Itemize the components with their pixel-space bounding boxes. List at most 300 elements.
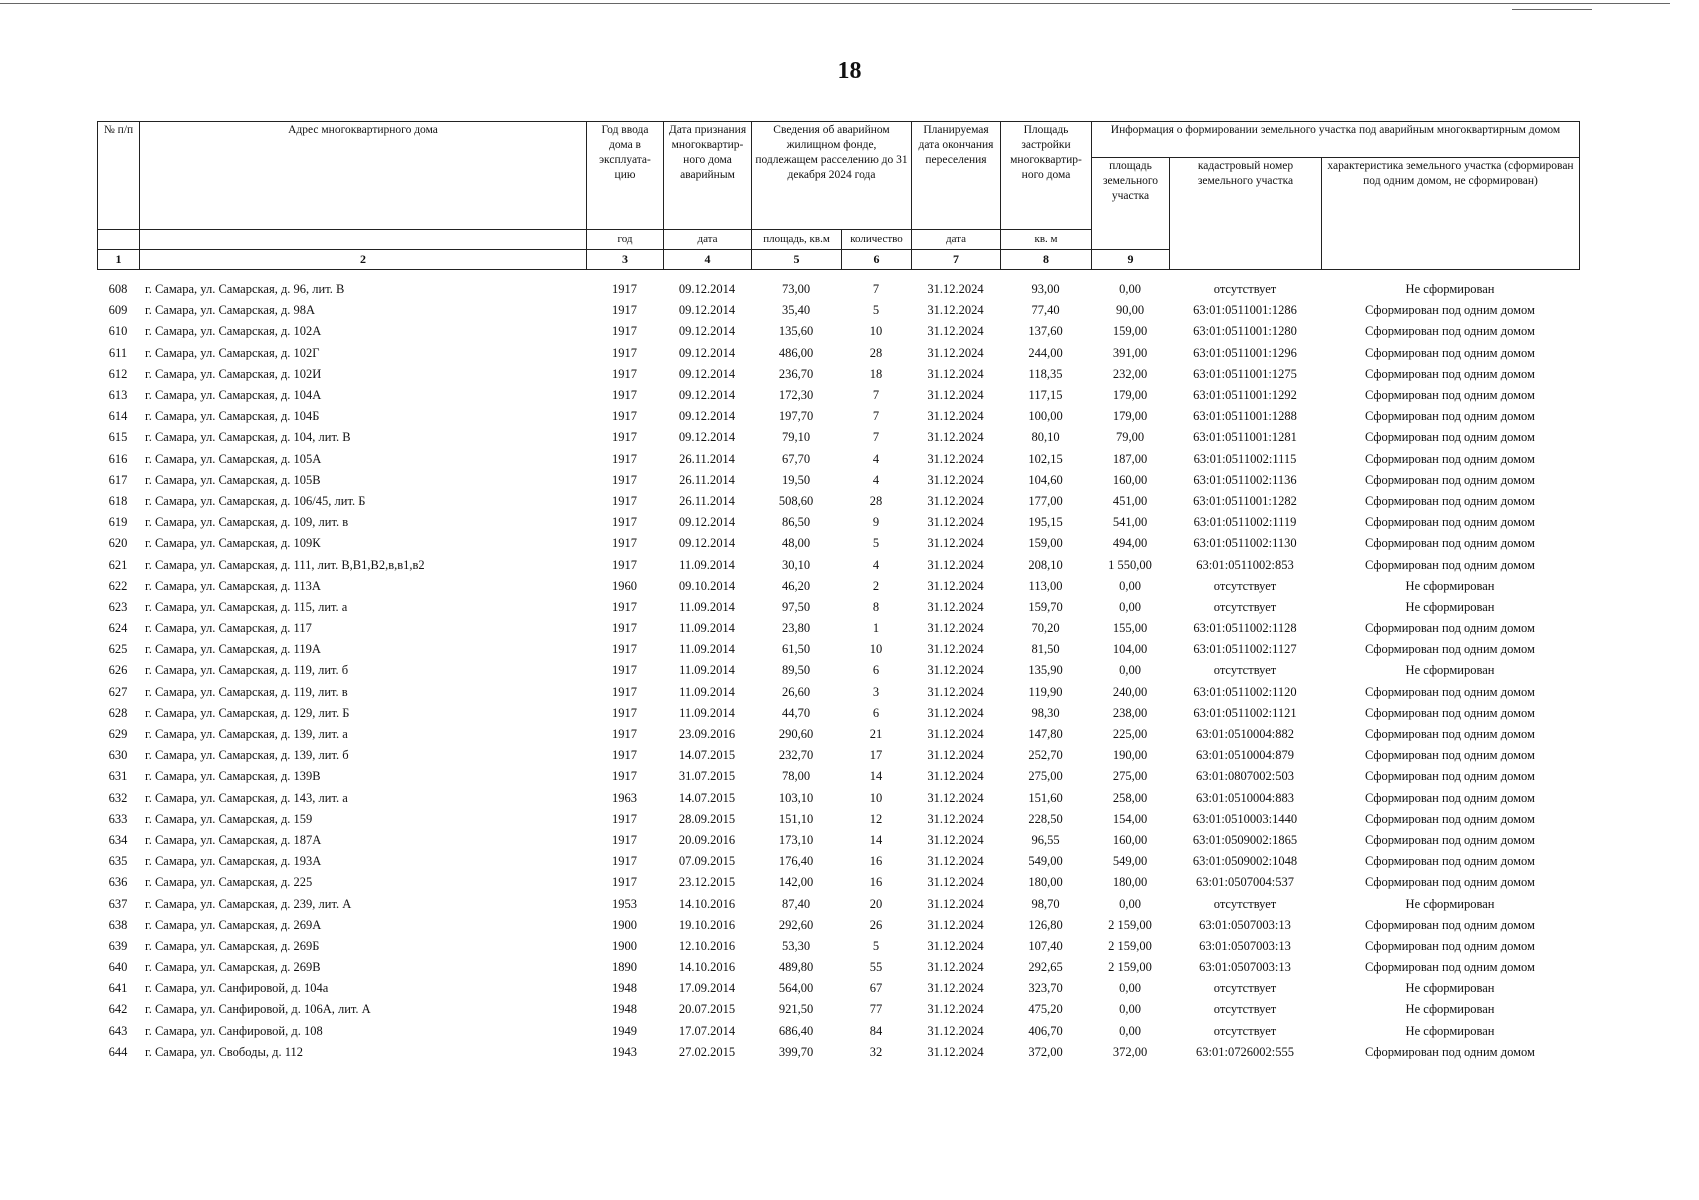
cell-cadastral: 63:01:0511001:1296 [1193, 345, 1297, 360]
cell-land-char: Не сформирован [1405, 981, 1495, 996]
cell-count: 17 [869, 748, 883, 763]
cell-num: 628 [108, 705, 128, 720]
cell-num: 629 [108, 727, 128, 742]
cell-building-area: 102,15 [1028, 451, 1063, 466]
cell-building-area: 135,90 [1028, 663, 1063, 678]
colnum-3: 3 [587, 250, 664, 270]
cell-date-recognized: 26.11.2014 [679, 493, 735, 508]
cell-date-recognized: 26.11.2014 [679, 451, 735, 466]
cell-year: 1917 [612, 451, 637, 466]
cell-cadastral: отсутствует [1213, 663, 1277, 678]
cell-planned-date: 31.12.2024 [927, 769, 984, 784]
cell-address: г. Самара, ул. Самарская, д. 102И [145, 366, 322, 381]
cell-planned-date: 31.12.2024 [927, 345, 984, 360]
cell-address: г. Самара, ул. Самарская, д. 119, лит. в [145, 684, 348, 699]
cell-cadastral: 63:01:0507003:13 [1199, 938, 1291, 953]
cell-count: 16 [869, 875, 883, 890]
cell-date-recognized: 09.12.2014 [678, 282, 736, 297]
table-row [97, 343, 1579, 364]
cell-land-area: 0,00 [1119, 1002, 1141, 1017]
cell-land-area: 180,00 [1112, 875, 1148, 890]
cell-address: г. Самара, ул. Самарская, д. 239, лит. А [145, 896, 352, 911]
cell-land-area: 159,00 [1112, 324, 1148, 339]
header-date-recognized: Дата признания многоквартир- ного дома аварийным [664, 122, 752, 230]
cell-land-area: 372,00 [1112, 1044, 1148, 1059]
cell-count: 16 [869, 854, 883, 869]
cell-planned-date: 31.12.2024 [927, 324, 984, 339]
cell-address: г. Самара, ул. Самарская, д. 105В [145, 472, 321, 487]
cell-building-area: 113,00 [1028, 578, 1063, 593]
cell-land-char: Сформирован под одним домом [1365, 875, 1535, 890]
cell-building-area: 107,40 [1028, 938, 1063, 953]
cell-year: 1900 [612, 938, 637, 953]
cell-land-area: 179,00 [1112, 409, 1148, 424]
cell-address: г. Самара, ул. Самарская, д. 269А [145, 917, 322, 932]
cell-date-recognized: 11.09.2014 [679, 599, 735, 614]
header-year: Год ввода дома в эксплуата- цию [587, 122, 664, 230]
cell-land-area: 225,00 [1112, 727, 1148, 742]
cell-area: 292,60 [778, 917, 814, 932]
cell-cadastral: 63:01:0726002:555 [1196, 1044, 1294, 1059]
cell-planned-date: 31.12.2024 [927, 960, 984, 975]
cell-planned-date: 31.12.2024 [927, 1044, 984, 1059]
cell-planned-date: 31.12.2024 [927, 790, 984, 805]
cell-land-char: Сформирован под одним домом [1365, 388, 1535, 403]
cell-area: 26,60 [781, 684, 811, 699]
cell-date-recognized: 28.09.2015 [678, 811, 736, 826]
cell-year: 1948 [612, 1002, 637, 1017]
cell-num: 625 [108, 642, 128, 657]
cell-land-char: Сформирован под одним домом [1365, 472, 1535, 487]
cell-land-char: Сформирован под одним домом [1365, 811, 1535, 826]
cell-land-area: 104,00 [1112, 642, 1148, 657]
cell-address: г. Самара, ул. Самарская, д. 269В [145, 960, 321, 975]
cell-address: г. Самара, ул. Самарская, д. 187А [145, 832, 322, 847]
cell-planned-date: 31.12.2024 [927, 621, 984, 636]
cell-building-area: 292,65 [1028, 960, 1063, 975]
cell-cadastral: 63:01:0510004:879 [1196, 748, 1294, 763]
cell-year: 1953 [612, 896, 637, 911]
cell-year: 1917 [612, 557, 637, 572]
table-row [97, 660, 1579, 681]
cell-address: г. Самара, ул. Самарская, д. 269Б [145, 938, 320, 953]
cell-land-area: 179,00 [1112, 388, 1148, 403]
cell-building-area: 177,00 [1028, 493, 1063, 508]
cell-date-recognized: 11.09.2014 [679, 557, 735, 572]
cell-planned-date: 31.12.2024 [927, 663, 984, 678]
cell-building-area: 159,00 [1028, 536, 1063, 551]
cell-count: 26 [869, 917, 883, 932]
cell-year: 1917 [612, 832, 637, 847]
cell-year: 1917 [612, 642, 637, 657]
cell-area: 44,70 [781, 705, 811, 720]
cell-land-char: Сформирован под одним домом [1365, 727, 1535, 742]
cell-num: 617 [108, 472, 128, 487]
cell-area: 508,60 [778, 493, 814, 508]
cell-num: 641 [108, 981, 128, 996]
cell-land-area: 2 159,00 [1108, 938, 1152, 953]
cell-land-area: 154,00 [1112, 811, 1148, 826]
cell-land-area: 275,00 [1112, 769, 1148, 784]
cell-year: 1948 [612, 981, 637, 996]
table-row [97, 300, 1579, 321]
cell-planned-date: 31.12.2024 [927, 938, 984, 953]
cell-count: 4 [872, 451, 880, 466]
cell-planned-date: 31.12.2024 [927, 917, 984, 932]
cell-land-char: Сформирован под одним домом [1365, 515, 1535, 530]
cell-land-char: Сформирован под одним домом [1365, 557, 1535, 572]
cell-building-area: 323,70 [1028, 981, 1063, 996]
cell-num: 642 [108, 1002, 128, 1017]
table-row [97, 449, 1579, 470]
table-row [97, 915, 1579, 936]
cell-land-char: Сформирован под одним домом [1365, 536, 1535, 551]
cell-area: 86,50 [781, 515, 811, 530]
cell-count: 10 [869, 790, 883, 805]
unit-blank-1 [98, 230, 140, 250]
cell-land-area: 0,00 [1119, 896, 1141, 911]
cell-planned-date: 31.12.2024 [927, 303, 984, 318]
cell-planned-date: 31.12.2024 [927, 430, 984, 445]
cell-area: 489,80 [778, 960, 814, 975]
table-row [97, 724, 1579, 745]
table-row [97, 427, 1579, 448]
cell-cadastral: 63:01:0511001:1280 [1193, 324, 1297, 339]
cell-year: 1917 [612, 748, 637, 763]
header-resettle-info: Сведения об аварийном жилищном фонде, подлежащем расселению до 31 декабря 2024 года [752, 122, 912, 230]
cell-building-area: 126,80 [1028, 917, 1063, 932]
cell-land-area: 494,00 [1112, 536, 1148, 551]
cell-land-char: Сформирован под одним домом [1365, 917, 1535, 932]
cell-cadastral: отсутствует [1213, 1023, 1277, 1038]
cell-cadastral: 63:01:0507003:13 [1199, 917, 1291, 932]
cell-area: 46,20 [781, 578, 811, 593]
cell-land-area: 190,00 [1112, 748, 1148, 763]
cell-land-area: 0,00 [1119, 282, 1141, 297]
colnum-8: 8 [1001, 250, 1092, 270]
cell-building-area: 119,90 [1028, 684, 1063, 699]
cell-count: 5 [872, 536, 880, 551]
cell-planned-date: 31.12.2024 [927, 981, 984, 996]
cell-date-recognized: 09.12.2014 [678, 366, 736, 381]
cell-building-area: 252,70 [1028, 748, 1063, 763]
cell-year: 1917 [612, 854, 637, 869]
cell-year: 1917 [612, 430, 637, 445]
cell-count: 55 [869, 960, 883, 975]
cell-count: 10 [869, 324, 883, 339]
cell-count: 28 [869, 493, 883, 508]
cell-building-area: 549,00 [1028, 854, 1063, 869]
cell-count: 5 [872, 938, 880, 953]
cell-count: 8 [872, 599, 880, 614]
cell-year: 1917 [612, 705, 637, 720]
cell-cadastral: 63:01:0511002:1121 [1193, 705, 1297, 720]
cell-land-char: Сформирован под одним домом [1365, 684, 1535, 699]
cell-cadastral: 63:01:0511001:1281 [1193, 430, 1297, 445]
cell-land-area: 90,00 [1115, 303, 1145, 318]
colnum-4: 4 [664, 250, 752, 270]
cell-planned-date: 31.12.2024 [927, 599, 984, 614]
cell-count: 7 [872, 282, 880, 297]
cell-count: 28 [869, 345, 883, 360]
cell-address: г. Самара, ул. Самарская, д. 143, лит. а [145, 790, 348, 805]
cell-land-char: Не сформирован [1405, 1002, 1495, 1017]
cell-planned-date: 31.12.2024 [927, 472, 984, 487]
cell-area: 97,50 [781, 599, 811, 614]
table-row [97, 533, 1579, 554]
cell-area: 290,60 [778, 727, 814, 742]
table-row [97, 957, 1579, 978]
cell-land-area: 238,00 [1112, 705, 1148, 720]
colnum-2: 2 [140, 250, 587, 270]
cell-area: 73,00 [781, 282, 811, 297]
cell-cadastral: 63:01:0511001:1288 [1193, 409, 1297, 424]
table-row [97, 576, 1579, 597]
cell-area: 173,10 [778, 832, 814, 847]
cell-count: 7 [872, 430, 880, 445]
cell-land-area: 0,00 [1119, 1023, 1141, 1038]
table-row [97, 809, 1579, 830]
cell-building-area: 180,00 [1028, 875, 1063, 890]
cell-date-recognized: 09.12.2014 [678, 430, 736, 445]
cell-area: 103,10 [778, 790, 814, 805]
cell-address: г. Самара, ул. Самарская, д. 96, лит. В [145, 282, 345, 297]
cell-land-char: Сформирован под одним домом [1365, 409, 1535, 424]
unit-area: площадь, кв.м [752, 230, 842, 250]
cell-land-char: Сформирован под одним домом [1365, 642, 1535, 657]
header-land-info: Информация о формировании земельного участка под аварийным многоквартирным домом [1092, 122, 1580, 158]
cell-num: 616 [108, 451, 128, 466]
cell-date-recognized: 17.07.2014 [678, 1023, 736, 1038]
cell-land-area: 0,00 [1119, 578, 1141, 593]
cell-date-recognized: 14.07.2015 [678, 790, 736, 805]
cell-planned-date: 31.12.2024 [927, 832, 984, 847]
table-row [97, 745, 1579, 766]
cell-year: 1917 [612, 727, 637, 742]
cell-num: 631 [108, 769, 128, 784]
cell-date-recognized: 09.12.2014 [678, 345, 736, 360]
cell-cadastral: отсутствует [1213, 896, 1277, 911]
cell-building-area: 100,00 [1028, 409, 1063, 424]
cell-year: 1917 [612, 684, 637, 699]
cell-count: 20 [869, 896, 883, 911]
cell-building-area: 93,00 [1031, 282, 1060, 297]
cell-area: 53,30 [781, 938, 811, 953]
cell-planned-date: 31.12.2024 [927, 896, 984, 911]
cell-area: 142,00 [778, 875, 814, 890]
table-row [97, 385, 1579, 406]
cell-building-area: 159,70 [1028, 599, 1063, 614]
cell-land-char: Сформирован под одним домом [1365, 430, 1535, 445]
table-row [97, 364, 1579, 385]
cell-count: 14 [869, 769, 883, 784]
cell-planned-date: 31.12.2024 [927, 748, 984, 763]
cell-land-area: 2 159,00 [1108, 960, 1152, 975]
cell-count: 6 [872, 705, 880, 720]
header-cadastral: кадастровый номер земельного участка [1170, 158, 1322, 270]
cell-area: 135,60 [778, 324, 814, 339]
cell-cadastral: 63:01:0509002:1048 [1192, 854, 1298, 869]
cell-year: 1917 [612, 303, 637, 318]
table-row [97, 512, 1579, 533]
cell-land-char: Не сформирован [1405, 663, 1495, 678]
cell-year: 1917 [612, 388, 637, 403]
cell-planned-date: 31.12.2024 [927, 727, 984, 742]
cell-area: 686,40 [778, 1023, 814, 1038]
cell-planned-date: 31.12.2024 [927, 366, 984, 381]
cell-date-recognized: 09.12.2014 [678, 409, 736, 424]
unit-date-recognized: дата [664, 230, 752, 250]
cell-building-area: 80,10 [1031, 430, 1060, 445]
cell-address: г. Самара, ул. Самарская, д. 119А [145, 642, 321, 657]
table-row [97, 830, 1579, 851]
cell-date-recognized: 27.02.2015 [678, 1044, 736, 1059]
cell-num: 622 [108, 578, 128, 593]
cell-count: 14 [869, 832, 883, 847]
cell-count: 5 [872, 303, 880, 318]
table-row [97, 766, 1579, 787]
page-number: 18 [837, 58, 862, 84]
cell-planned-date: 31.12.2024 [927, 854, 984, 869]
cell-year: 1900 [612, 917, 637, 932]
cell-building-area: 98,30 [1031, 705, 1060, 720]
cell-land-area: 451,00 [1112, 493, 1148, 508]
cell-num: 635 [108, 854, 128, 869]
cell-area: 399,70 [778, 1044, 814, 1059]
cell-num: 618 [108, 493, 128, 508]
top-rule [0, 3, 1670, 4]
cell-year: 1917 [612, 515, 637, 530]
table-row [97, 936, 1579, 957]
cell-building-area: 98,70 [1031, 896, 1060, 911]
cell-num: 636 [108, 875, 128, 890]
cell-area: 79,10 [781, 430, 811, 445]
cell-land-area: 160,00 [1112, 832, 1148, 847]
table-row [97, 279, 1579, 300]
cell-cadastral: 63:01:0510003:1440 [1192, 811, 1298, 826]
cell-land-char: Сформирован под одним домом [1365, 790, 1535, 805]
cell-cadastral: 63:01:0511002:1115 [1193, 451, 1297, 466]
table-row [97, 491, 1579, 512]
cell-year: 1917 [612, 366, 637, 381]
table-row [97, 554, 1579, 575]
cell-area: 30,10 [781, 557, 811, 572]
cell-count: 77 [869, 1002, 883, 1017]
cell-land-char: Не сформирован [1405, 896, 1495, 911]
cell-date-recognized: 23.09.2016 [678, 727, 736, 742]
cell-year: 1917 [612, 875, 637, 890]
cell-date-recognized: 19.10.2016 [678, 917, 736, 932]
table-body [97, 279, 1579, 1063]
cell-num: 612 [108, 366, 128, 381]
cell-year: 1963 [612, 790, 637, 805]
colnum-1: 1 [98, 250, 140, 270]
cell-land-area: 549,00 [1112, 854, 1148, 869]
table-row [97, 851, 1579, 872]
cell-date-recognized: 09.12.2014 [678, 515, 736, 530]
cell-count: 1 [872, 621, 880, 636]
cell-cadastral: 63:01:0511002:1120 [1193, 684, 1297, 699]
cell-planned-date: 31.12.2024 [927, 875, 984, 890]
cell-building-area: 104,60 [1028, 472, 1063, 487]
cell-year: 1917 [612, 811, 637, 826]
cell-cadastral: 63:01:0511001:1282 [1193, 493, 1297, 508]
cell-area: 564,00 [778, 981, 814, 996]
cell-cadastral: отсутствует [1213, 282, 1277, 297]
cell-cadastral: 63:01:0511002:1128 [1193, 621, 1297, 636]
cell-cadastral: 63:01:0510004:883 [1196, 790, 1294, 805]
cell-building-area: 137,60 [1028, 324, 1063, 339]
top-rule-right [1512, 9, 1592, 10]
cell-area: 78,00 [781, 769, 811, 784]
cell-cadastral: 63:01:0807002:503 [1196, 769, 1294, 784]
cell-planned-date: 31.12.2024 [927, 515, 984, 530]
colnum-7: 7 [912, 250, 1001, 270]
cell-year: 1917 [612, 769, 637, 784]
cell-num: 611 [108, 345, 128, 360]
cell-address: г. Самара, ул. Самарская, д. 119, лит. б [145, 663, 349, 678]
cell-area: 232,70 [778, 748, 814, 763]
cell-count: 4 [872, 557, 880, 572]
cell-cadastral: отсутствует [1213, 1002, 1277, 1017]
cell-address: г. Самара, ул. Свободы, д. 112 [145, 1044, 304, 1059]
header-planned-date: Планируемая дата окончания переселения [912, 122, 1001, 230]
cell-land-area: 79,00 [1115, 430, 1145, 445]
table-row [97, 639, 1579, 660]
table-row [97, 406, 1579, 427]
cell-area: 61,50 [781, 642, 811, 657]
cell-address: г. Самара, ул. Санфировой, д. 104а [145, 981, 329, 996]
cell-address: г. Самара, ул. Самарская, д. 115, лит. а [145, 599, 348, 614]
cell-year: 1943 [612, 1044, 637, 1059]
cell-date-recognized: 31.07.2015 [678, 769, 736, 784]
cell-year: 1917 [612, 345, 637, 360]
table-row [97, 1042, 1579, 1063]
cell-date-recognized: 09.12.2014 [678, 324, 736, 339]
cell-cadastral: 63:01:0507003:13 [1199, 960, 1291, 975]
cell-building-area: 406,70 [1028, 1023, 1063, 1038]
cell-land-area: 187,00 [1112, 451, 1148, 466]
table-row [97, 470, 1579, 491]
cell-address: г. Самара, ул. Самарская, д. 104, лит. В [145, 430, 351, 445]
cell-count: 6 [872, 663, 880, 678]
cell-building-area: 151,60 [1028, 790, 1063, 805]
cell-year: 1917 [612, 472, 637, 487]
cell-planned-date: 31.12.2024 [927, 409, 984, 424]
cell-land-char: Сформирован под одним домом [1365, 366, 1535, 381]
cell-area: 67,70 [781, 451, 811, 466]
cell-area: 197,70 [778, 409, 814, 424]
cell-num: 626 [108, 663, 128, 678]
cell-count: 67 [869, 981, 883, 996]
cell-cadastral: 63:01:0511001:1286 [1193, 303, 1297, 318]
table-row [97, 893, 1579, 914]
cell-date-recognized: 26.11.2014 [679, 472, 735, 487]
table-row [97, 682, 1579, 703]
cell-land-area: 1 550,00 [1108, 557, 1152, 572]
cell-num: 620 [108, 536, 128, 551]
cell-land-area: 155,00 [1112, 621, 1148, 636]
cell-cadastral: 63:01:0510004:882 [1196, 727, 1294, 742]
cell-num: 615 [108, 430, 128, 445]
cell-land-area: 232,00 [1112, 366, 1148, 381]
cell-land-area: 541,00 [1112, 515, 1148, 530]
cell-address: г. Самара, ул. Самарская, д. 225 [145, 875, 313, 890]
header-building-area: Площадь застройки многоквартир- ного дома [1001, 122, 1092, 230]
cell-date-recognized: 14.10.2016 [678, 896, 736, 911]
cell-land-area: 0,00 [1119, 599, 1141, 614]
cell-land-char: Сформирован под одним домом [1365, 451, 1535, 466]
